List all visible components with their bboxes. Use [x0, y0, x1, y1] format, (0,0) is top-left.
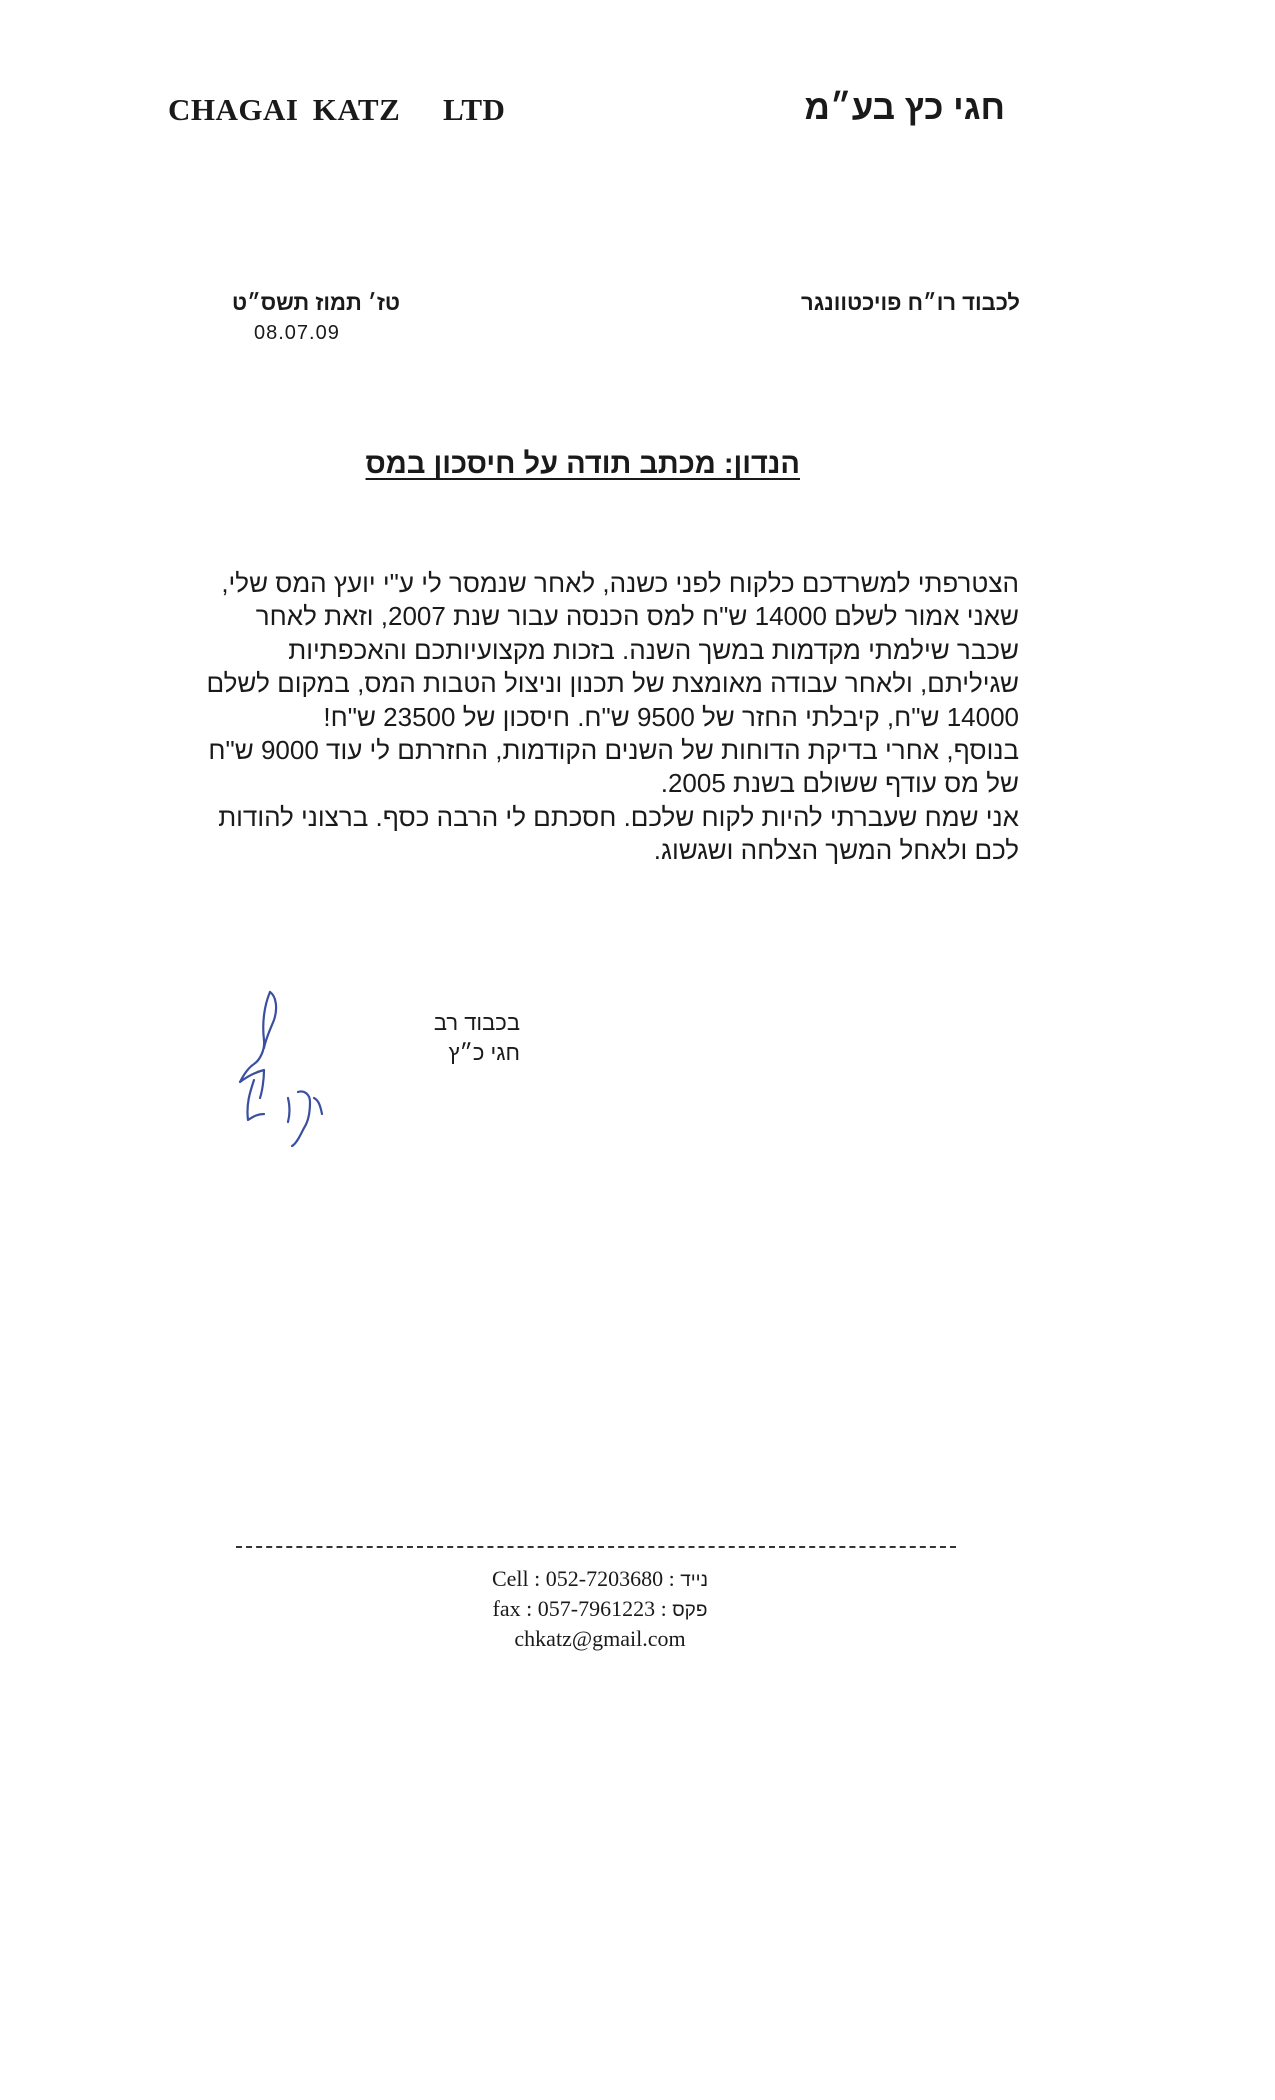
- company-name-hebrew: חגי כץ בע״מ: [804, 88, 1005, 127]
- cell-number: 052-7203680: [545, 1566, 664, 1591]
- email-address[interactable]: chkatz@gmail.com: [514, 1626, 686, 1651]
- footer-cell: Cell : 052-7203680 : נייד: [491, 1566, 709, 1591]
- fax-number: 057-7961223: [537, 1596, 656, 1621]
- company-name-english: CHAGAI KATZ LTD: [168, 92, 506, 127]
- footer-divider: [236, 1546, 956, 1548]
- body-line: שאני אמור לשלם 14000 ש"ח למס הכנסה עבור שנת 2007, וזאת לאחר: [255, 601, 1019, 632]
- fax-label: fax: [492, 1596, 521, 1621]
- handwritten-signature: [234, 988, 354, 1148]
- body-line: לכם ולאחל המשך הצלחה ושגשוג.: [653, 835, 1019, 866]
- footer-email[interactable]: [0, 1626, 1200, 1652]
- cell-label-hebrew: נייד: [680, 1570, 709, 1591]
- body-line: של מס עודף ששולם בשנת 2005.: [660, 768, 1019, 799]
- recipient: לכבוד רו״ח פויכטוונגר: [801, 290, 1020, 315]
- closing-regards: בכבוד רב: [433, 1010, 520, 1035]
- body-line: 14000 ש"ח, קיבלתי החזר של 9500 ש"ח. חיסכון של 23500 ש"ח!: [323, 701, 1019, 732]
- cell-label: Cell: [491, 1566, 529, 1591]
- footer-fax: fax : 057-7961223 : פקס: [492, 1596, 708, 1621]
- subject-text: הנדון: מכתב תודה על חיסכון במס: [365, 448, 800, 480]
- letter-body: [139, 567, 1019, 868]
- body-line: אני שמח שעברתי להיות לקוח שלכם. חסכתם לי הרבה כסף. ברצוני להודות: [218, 801, 1019, 832]
- fax-label-hebrew: פקס: [672, 1600, 708, 1621]
- body-line: שגיליתם, ולאחר עבודה מאומצת של תכנון וניצול הטבות המס, במקום לשלם: [206, 668, 1019, 699]
- body-line: שכבר שילמתי מקדמות במשך השנה. בזכות מקצועיותכם והאכפתיות: [288, 634, 1019, 665]
- gregorian-date: 08.07.09: [254, 322, 340, 344]
- hebrew-date: טז׳ תמוז תשס״ט: [231, 290, 400, 315]
- closing-name: חגי כ״ץ: [448, 1040, 520, 1065]
- body-line: בנוסף, אחרי בדיקת הדוחות של השנים הקודמות, החזרתם לי עוד 9000 ש"ח: [208, 735, 1019, 766]
- body-line: הצטרפתי למשרדכם כלקוח לפני כשנה, לאחר שנמסר לי ע"י יועץ המס שלי,: [221, 568, 1019, 598]
- subject-line: [0, 448, 1275, 481]
